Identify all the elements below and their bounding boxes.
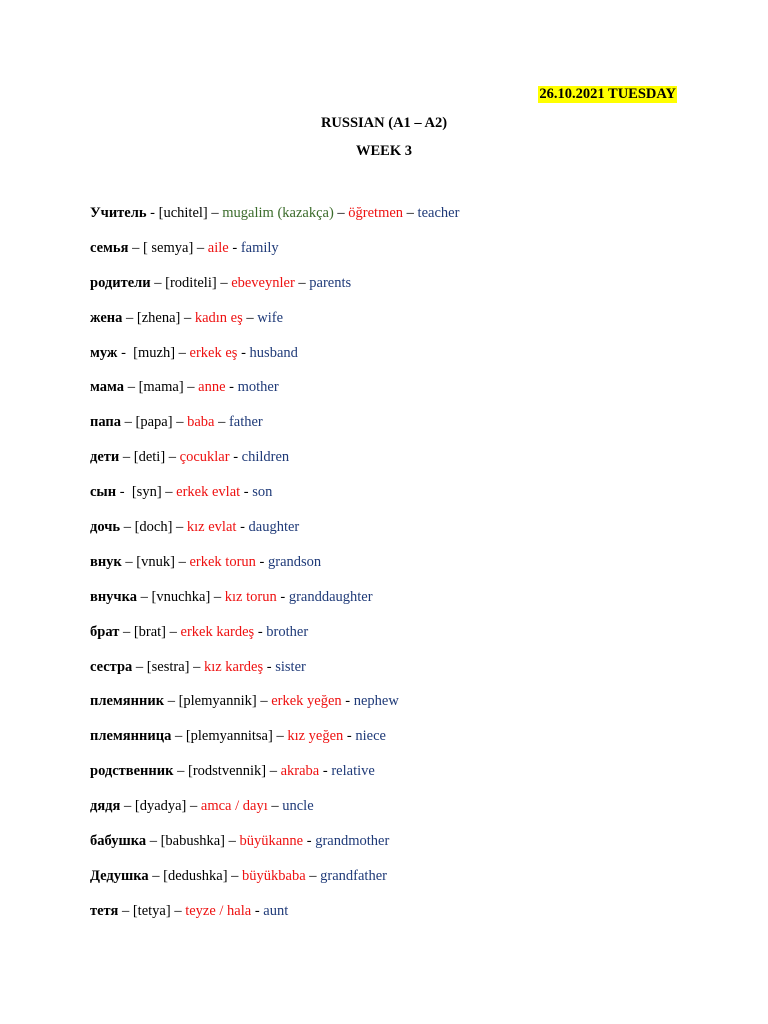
- turkish-word: kız yeğen: [287, 728, 344, 745]
- russian-word: семья: [90, 239, 129, 256]
- russian-word: бабушка: [90, 833, 147, 850]
- separator: –: [148, 867, 164, 884]
- transliteration: [plemyannitsa]: [185, 728, 273, 745]
- separator: –: [121, 414, 136, 431]
- separator: -: [240, 484, 253, 501]
- russian-word: племянник: [90, 693, 165, 710]
- english-word: husband: [249, 344, 298, 361]
- russian-word: сын: [90, 484, 117, 501]
- transliteration: [babushka]: [160, 833, 225, 850]
- turkish-word: kadın eş: [194, 309, 243, 326]
- separator: –: [193, 239, 208, 256]
- english-word: mother: [237, 379, 279, 396]
- english-word: uncle: [282, 798, 314, 815]
- english-word: son: [252, 484, 273, 501]
- russian-word: тетя: [90, 902, 119, 919]
- separator: –: [333, 205, 349, 221]
- separator: –: [173, 763, 188, 780]
- vocab-row: [90, 833, 459, 868]
- transliteration: [doch]: [134, 519, 173, 536]
- vocab-row: [90, 205, 459, 240]
- separator: –: [132, 658, 147, 675]
- separator: –: [227, 867, 243, 884]
- vocab-row: [90, 624, 459, 659]
- separator: –: [172, 519, 187, 536]
- vocab-row: [90, 240, 459, 275]
- turkish-word: erkek kardeş: [180, 623, 255, 640]
- english-word: nephew: [353, 693, 399, 710]
- transliteration: [vnuk]: [136, 553, 175, 570]
- transliteration: [sestra]: [146, 658, 190, 675]
- separator: –: [170, 902, 186, 919]
- english-word: grandfather: [320, 867, 387, 884]
- separator: –: [171, 728, 186, 745]
- date-heading: 26.10.2021 TUESDAY: [539, 86, 676, 102]
- turkish-word: anne: [198, 379, 226, 396]
- russian-word: муж: [90, 344, 118, 361]
- russian-word: сестра: [90, 658, 133, 675]
- turkish-word: amca / dayı: [200, 798, 268, 815]
- separator: –: [165, 449, 180, 466]
- russian-word: Дедушка: [90, 867, 149, 884]
- turkish-word: çocuklar: [179, 449, 230, 466]
- vocab-row: [90, 659, 459, 694]
- vocab-row: [90, 345, 459, 380]
- english-word: relative: [331, 763, 375, 780]
- separator: –: [210, 588, 225, 605]
- separator: –: [119, 449, 134, 466]
- transliteration: [muzh]: [133, 344, 176, 361]
- turkish-word: kız kardeş: [203, 658, 264, 675]
- russian-word: брат: [90, 623, 120, 640]
- vocab-row: [90, 763, 459, 798]
- separator: –: [256, 693, 272, 710]
- transliteration: [tetya]: [132, 902, 171, 919]
- separator: -: [319, 763, 332, 780]
- russian-word: племянница: [90, 728, 172, 745]
- separator: –: [137, 588, 152, 605]
- separator: –: [120, 798, 135, 815]
- english-word: aunt: [263, 902, 289, 919]
- transliteration: [syn]: [131, 484, 162, 501]
- separator: –: [216, 274, 232, 291]
- separator: –: [172, 414, 188, 431]
- separator: -: [146, 205, 159, 221]
- separator: –: [175, 344, 190, 361]
- vocab-row: [90, 484, 459, 519]
- russian-word: родители: [90, 274, 151, 291]
- transliteration: [uchitel]: [158, 205, 208, 221]
- vocab-row: [90, 519, 459, 554]
- separator: -: [225, 379, 238, 396]
- vocab-row: [90, 903, 459, 938]
- transliteration: [deti]: [133, 449, 166, 466]
- separator: -: [343, 728, 356, 745]
- vocab-row: [90, 693, 459, 728]
- separator: -: [228, 239, 241, 256]
- transliteration: [brat]: [133, 623, 167, 640]
- russian-word: внук: [90, 553, 122, 570]
- separator: –: [403, 205, 418, 221]
- transliteration: [papa]: [135, 414, 173, 431]
- separator: –: [272, 728, 288, 745]
- vocabulary-list: [90, 205, 459, 938]
- transliteration: [roditeli]: [165, 274, 217, 291]
- vocab-row: [90, 310, 459, 345]
- english-word: parents: [309, 274, 352, 291]
- russian-word: дети: [90, 449, 120, 466]
- separator: –: [186, 798, 201, 815]
- separator: –: [119, 623, 134, 640]
- english-word: teacher: [417, 205, 460, 221]
- separator: -: [236, 519, 249, 536]
- separator: –: [180, 309, 195, 326]
- turkish-word: akraba: [280, 763, 320, 780]
- separator: –: [207, 205, 223, 221]
- vocab-row: [90, 868, 459, 903]
- turkish-word: kız evlat: [186, 519, 237, 536]
- transliteration: [vnuchka]: [151, 588, 211, 605]
- separator: -: [237, 344, 250, 361]
- vocab-row: [90, 379, 459, 414]
- separator: -: [255, 553, 268, 570]
- transliteration: [dedushka]: [163, 867, 228, 884]
- russian-word: внучка: [90, 588, 137, 605]
- transliteration: [mama]: [138, 379, 184, 396]
- separator: -: [117, 344, 134, 361]
- separator: -: [229, 449, 242, 466]
- separator: –: [166, 623, 181, 640]
- turkish-word: öğretmen: [348, 205, 404, 221]
- separator: –: [267, 798, 283, 815]
- english-word: father: [228, 414, 263, 431]
- transliteration: [dyadya]: [134, 798, 187, 815]
- week-title: WEEK 3: [356, 143, 412, 159]
- separator: –: [242, 309, 258, 326]
- turkish-word: aile: [207, 239, 229, 256]
- separator: –: [118, 902, 133, 919]
- russian-word: дочь: [90, 519, 121, 536]
- english-word: sister: [275, 658, 306, 675]
- vocab-row: [90, 798, 459, 833]
- separator: –: [146, 833, 161, 850]
- vocab-row: [90, 275, 459, 310]
- turkish-word: büyükanne: [239, 833, 304, 850]
- turkish-word: erkek yeğen: [271, 693, 342, 710]
- vocab-row: [90, 589, 459, 624]
- english-word: daughter: [248, 519, 300, 536]
- turkish-word: baba: [187, 414, 215, 431]
- separator: -: [254, 623, 267, 640]
- separator: –: [120, 519, 135, 536]
- transliteration: [rodstvennik]: [187, 763, 267, 780]
- separator: -: [263, 658, 276, 675]
- english-word: grandmother: [315, 833, 390, 850]
- transliteration: [plemyannik]: [178, 693, 257, 710]
- russian-word: жена: [90, 309, 123, 326]
- vocab-row: [90, 449, 459, 484]
- english-word: children: [241, 449, 290, 466]
- separator: -: [303, 833, 316, 850]
- separator: -: [251, 902, 264, 919]
- separator: –: [189, 658, 204, 675]
- separator: –: [128, 239, 143, 256]
- transliteration: [zhena]: [136, 309, 181, 326]
- english-word: grandson: [268, 553, 322, 570]
- english-word: brother: [266, 623, 309, 640]
- separator: –: [150, 274, 166, 291]
- english-word: niece: [355, 728, 386, 745]
- separator: –: [305, 867, 321, 884]
- separator: –: [266, 763, 281, 780]
- turkish-word: erkek torun: [189, 553, 256, 570]
- turkish-word: teyze / hala: [185, 902, 252, 919]
- separator: –: [124, 379, 139, 396]
- turkish-word: erkek eş: [189, 344, 238, 361]
- separator: –: [161, 484, 177, 501]
- russian-word: мама: [90, 379, 125, 396]
- separator: –: [174, 553, 190, 570]
- separator: -: [116, 484, 132, 501]
- separator: –: [164, 693, 179, 710]
- separator: –: [294, 274, 310, 291]
- russian-word: Учитель: [90, 205, 147, 221]
- separator: –: [214, 414, 229, 431]
- vocab-row: [90, 554, 459, 589]
- vocab-row: [90, 414, 459, 449]
- turkish-word: kız torun: [224, 588, 277, 605]
- transliteration: [ semya]: [142, 239, 194, 256]
- russian-word: родственник: [90, 763, 174, 780]
- turkish-word: büyükbaba: [242, 867, 306, 884]
- vocab-row: [90, 728, 459, 763]
- separator: –: [225, 833, 240, 850]
- separator: -: [341, 693, 354, 710]
- separator: –: [122, 309, 137, 326]
- turkish-word: erkek evlat: [176, 484, 241, 501]
- separator: –: [183, 379, 199, 396]
- kazakh-word: mugalim (kazakça): [222, 205, 334, 221]
- separator: -: [276, 588, 289, 605]
- russian-word: дядя: [90, 798, 121, 815]
- turkish-word: ebeveynler: [231, 274, 295, 291]
- separator: –: [121, 553, 137, 570]
- course-title: RUSSIAN (A1 – A2): [320, 115, 448, 131]
- english-word: wife: [257, 309, 284, 326]
- russian-word: папа: [90, 414, 122, 431]
- english-word: family: [240, 239, 279, 256]
- english-word: granddaughter: [288, 588, 373, 605]
